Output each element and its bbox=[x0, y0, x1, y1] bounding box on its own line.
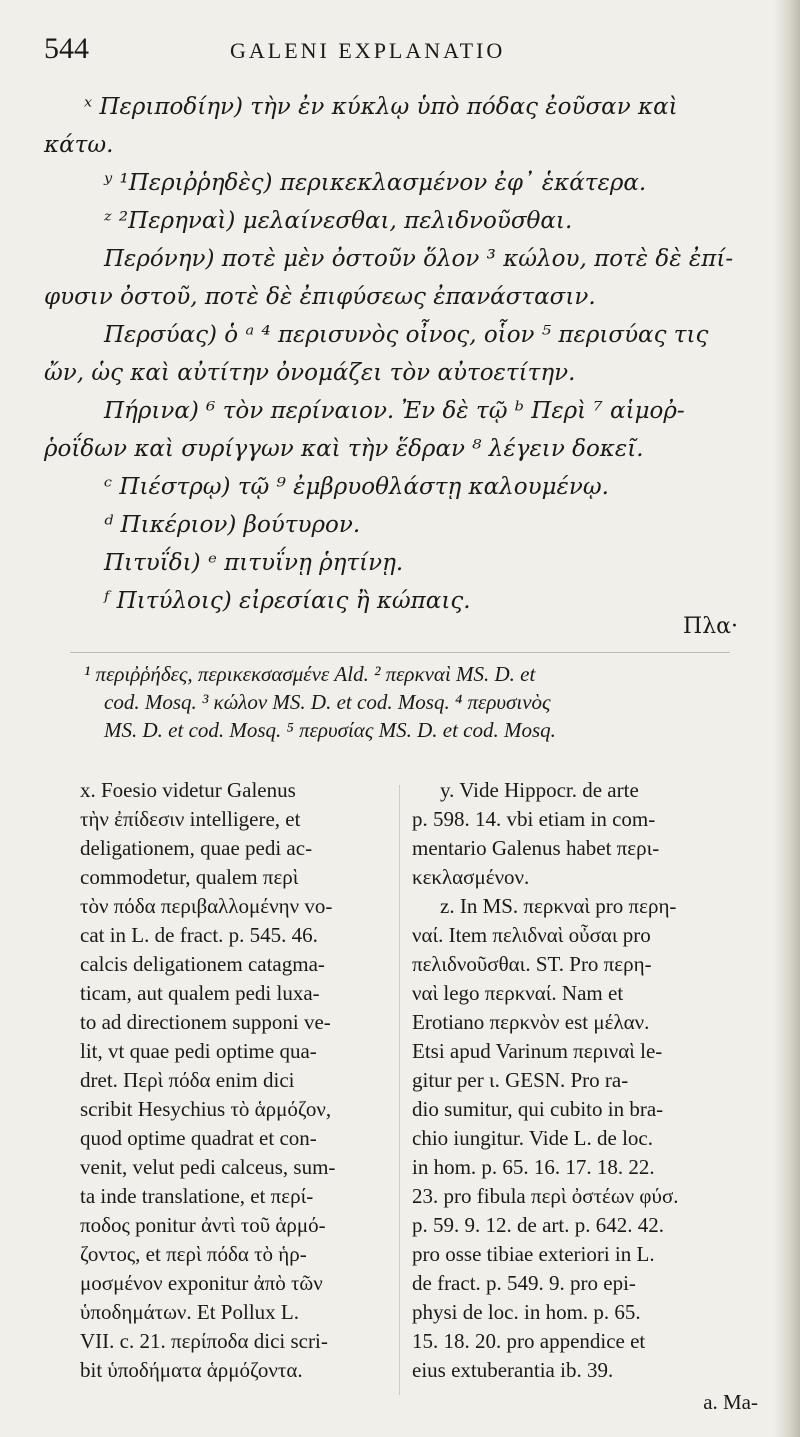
commentary-line: τὸν πόδα περιβαλλομένην vo- bbox=[80, 894, 333, 918]
commentary-line: calcis deligationem catagma- bbox=[80, 952, 325, 976]
page-gutter-shadow bbox=[774, 0, 800, 1437]
commentary-line: in hom. p. 65. 16. 17. 18. 22. bbox=[412, 1155, 655, 1179]
note-line: MS. D. et cod. Mosq. ⁵ περυσίας MS. D. et cod. Mosq. bbox=[104, 718, 556, 742]
commentary-line: eius extuberantia ib. 39. bbox=[412, 1358, 614, 1382]
commentary-line: τὴν ἐπίδεσιν intelligere, et bbox=[80, 807, 301, 831]
footnote-divider bbox=[70, 652, 730, 653]
commentary-line: Etsi apud Varinum περιναὶ le- bbox=[412, 1039, 663, 1063]
commentary-line: ta inde translatione, et περί- bbox=[80, 1184, 314, 1208]
glossary-line: Περόνην) ποτὲ μὲν ὀστοῦν ὅλον ³ κώλου, ποτὲ δὲ ἐπί- bbox=[104, 246, 734, 272]
commentary-line: venit, velut pedi calceus, sum- bbox=[80, 1155, 336, 1179]
note-line: cod. Mosq. ³ κώλον MS. D. et cod. Mosq. ⁴ περυσινὸς bbox=[104, 690, 551, 714]
commentary-line: κεκλασμένον. bbox=[412, 865, 530, 889]
commentary-line: z. In MS. περκναὶ pro περη- bbox=[440, 894, 677, 918]
commentary-line: mentario Galenus habet περι- bbox=[412, 836, 660, 860]
glossary-line: κάτω. bbox=[44, 132, 114, 158]
page-header bbox=[44, 32, 744, 72]
commentary-line: dret. Περὶ πόδα enim dici bbox=[80, 1068, 295, 1092]
commentary-line: scribit Hesychius τὸ ἁρμόζον, bbox=[80, 1097, 332, 1121]
glossary-line: ᶜ Πιέστρῳ) τῷ ⁹ ἐμβρυοθλάστῃ καλουμένῳ. bbox=[104, 474, 609, 500]
commentary-line: deligationem, quae pedi ac- bbox=[80, 836, 313, 860]
commentary-line: to ad directionem supponi ve- bbox=[80, 1010, 331, 1034]
glossary-line: ᶻ ²Περηναὶ) μελαίνεσθαι, πελιδνοῦσθαι. bbox=[104, 208, 573, 234]
glossary-line: ˣ Περιποδίην) τὴν ἐν κύκλῳ ὑπὸ πόδας ἐοῦσαν καὶ bbox=[84, 94, 678, 120]
glossary-line: φυσιν ὀστοῦ, ποτὲ δὲ ἐπιφύσεως ἐπανάστασιν. bbox=[44, 284, 596, 310]
commentary-line: lit, vt quae pedi optime qua- bbox=[80, 1039, 317, 1063]
commentary-line: ναί. Item πελιδναὶ οὖσαι pro bbox=[412, 923, 651, 947]
glossary-line: ὤν, ὡς καὶ αὐτίτην ὀνομάζει τὸν αὐτοετίτην. bbox=[44, 360, 576, 386]
commentary-line: bit ὑποδήματα ἁρμόζοντα. bbox=[80, 1358, 303, 1382]
commentary-line: ζοντος, et περὶ πόδα τὸ ἡρ- bbox=[80, 1242, 307, 1266]
commentary-line: commodetur, qualem περὶ bbox=[80, 865, 299, 889]
glossary-line: Περσύας) ὁ ᵃ ⁴ περισυνὸς οἶνος, οἷον ⁵ περισύας τις bbox=[104, 322, 709, 348]
commentary-line: ποδος ponitur ἀντὶ τοῦ ἁρμό- bbox=[80, 1213, 326, 1237]
column-divider bbox=[399, 785, 400, 1395]
commentary-line: πελιδνοῦσθαι. ST. Pro περη- bbox=[412, 952, 652, 976]
commentary-line: physi de loc. in hom. p. 65. bbox=[412, 1300, 641, 1324]
glossary-line: Πιτυΐδι) ᵉ πιτυΐνῃ ῥητίνῃ. bbox=[104, 550, 404, 576]
commentary-line: ticam, aut qualem pedi luxa- bbox=[80, 981, 320, 1005]
commentary-line: ναὶ lego περκναί. Nam et bbox=[412, 981, 624, 1005]
catchword-bottom: a. Ma- bbox=[703, 1390, 758, 1414]
glossary-line: ῥοΐδων καὶ συρίγγων καὶ τὴν ἕδραν ⁸ λέγειν δοκεῖ. bbox=[44, 436, 644, 462]
catchword: Πλα· bbox=[683, 614, 738, 639]
commentary-line: x. Foesio videtur Galenus bbox=[80, 778, 296, 802]
commentary-line: pro osse tibiae exteriori in L. bbox=[412, 1242, 655, 1266]
glossary-line: ʸ ¹Περιῤῥηδὲς) περικεκλασμένον ἐφ᾽ ἑκάτερα. bbox=[104, 170, 647, 196]
commentary-line: cat in L. de fract. p. 545. 46. bbox=[80, 923, 318, 947]
commentary-line: p. 59. 9. 12. de art. p. 642. 42. bbox=[412, 1213, 664, 1237]
commentary-line: 15. 18. 20. pro appendice et bbox=[412, 1329, 646, 1353]
page-number: 544 bbox=[44, 32, 89, 65]
commentary-line: VII. c. 21. περίποδα dici scri- bbox=[80, 1329, 328, 1353]
commentary-line: p. 598. 14. vbi etiam in com- bbox=[412, 807, 656, 831]
commentary-line: 23. pro fibula περὶ ὀστέων φύσ. bbox=[412, 1184, 679, 1208]
commentary-line: quod optime quadrat et con- bbox=[80, 1126, 317, 1150]
commentary-line: Erotiano περκνὸν est μέλαν. bbox=[412, 1010, 650, 1034]
commentary-line: μοσμένον exponitur ἀπὸ τῶν bbox=[80, 1271, 323, 1295]
commentary-line: ὑποδημάτων. Et Pollux L. bbox=[80, 1300, 299, 1324]
note-line: ¹ περιῤῥήδες, περικεκσασμένε Ald. ² περκναὶ MS. D. et bbox=[84, 662, 536, 686]
commentary-line: y. Vide Hippocr. de arte bbox=[440, 778, 639, 802]
glossary-line: ᵈ Πικέριον) βούτυρον. bbox=[104, 512, 361, 538]
commentary-line: chio iungitur. Vide L. de loc. bbox=[412, 1126, 653, 1150]
commentary-line: dio sumitur, qui cubito in bra- bbox=[412, 1097, 664, 1121]
commentary-line: gitur per ι. GESN. Pro ra- bbox=[412, 1068, 629, 1092]
commentary-line: de fract. p. 549. 9. pro epi- bbox=[412, 1271, 636, 1295]
running-head: GALENI EXPLANATIO bbox=[230, 38, 506, 63]
glossary-line: Πήρινα) ⁶ τὸν περίναιον. Ἐν δὲ τῷ ᵇ Περὶ ⁷ αἱμοῤ- bbox=[104, 398, 685, 424]
glossary-line: ᶠ Πιτύλοις) εἰρεσίαις ἢ κώπαις. bbox=[104, 588, 471, 614]
